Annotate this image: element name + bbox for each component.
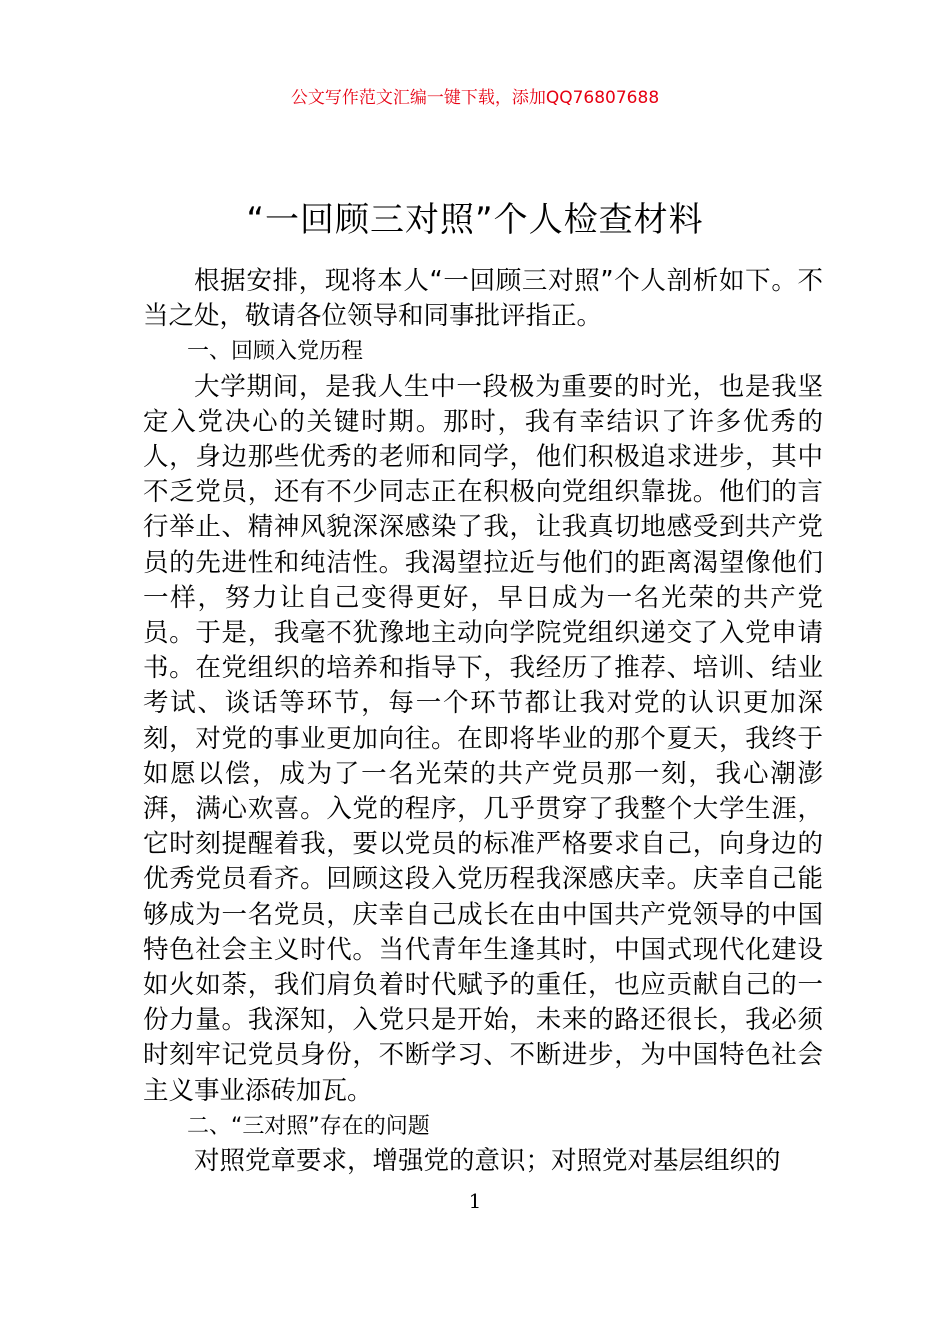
document-title: “一回顾三对照”个人检查材料 bbox=[246, 199, 704, 240]
section-2-paragraph: 对照党章要求，增强党的意识；对照党对基层组织的 bbox=[194, 1146, 781, 1177]
section-heading-2: 二、“三对照”存在的问题 bbox=[187, 1113, 430, 1139]
intro-paragraph: 根据安排，现将本人“一回顾三对照”个人剖析如下。不当之处，敬请各位领导和同事批评指正。 bbox=[143, 266, 823, 332]
header-note: 公文写作范文汇编一键下载，添加QQ76807688 bbox=[290, 88, 660, 108]
page-number: 1 bbox=[468, 1189, 482, 1213]
document-body bbox=[143, 264, 823, 1179]
section-1-paragraph: 大学期间，是我人生中一段极为重要的时光，也是我坚定入党决心的关键时期。那时，我有幸结识了许多优秀的人，身边那些优秀的老师和同学，他们积极追求进步，其中不乏党员，还有不少同志正在积极向党组织靠拢。他们的言行举止、精神风貌深深感染了我，让我真切地感受到共产党员的先进性和纯洁性。我渴望拉近与他们的距离渴望像他们一样，努力让自己变得更好，早日成为一名光荣的共产党员。于是，我毫不犹豫地主动向学院党组织递交了入党申请书。在党组织的培养和指导下，我经历了推荐、培训、结业考试、谈话等环节，每一个环节都让我对党的认识更加深刻，对党的事业更加向往。在即将毕业的那个夏天，我终于如愿以偿，成为了一名光荣的共产党员那一刻，我心潮澎湃，满心欢喜。入党的程序，几乎贯穿了我整个大学生涯，它时刻提醒着我，要以党员的标准严格要求自己，向身边的优秀党员看齐。回顾这段入党历程我深感庆幸。庆幸自己能够成为一名党员，庆幸自己成长在由中国共产党领导的中国特色社会主义时代。当代青年生逢其时，中国式现代化建设如火如荼，我们肩负着时代赋予的重任，也应贡献自己的一份力量。我深知，入党只是开始，未来的路还很长，我必须时刻牢记党员身份，不断学习、不断进步，为中国特色社会主义事业添砖加瓦。 bbox=[143, 371, 823, 1106]
section-heading-1: 一、回顾入党历程 bbox=[187, 339, 364, 365]
